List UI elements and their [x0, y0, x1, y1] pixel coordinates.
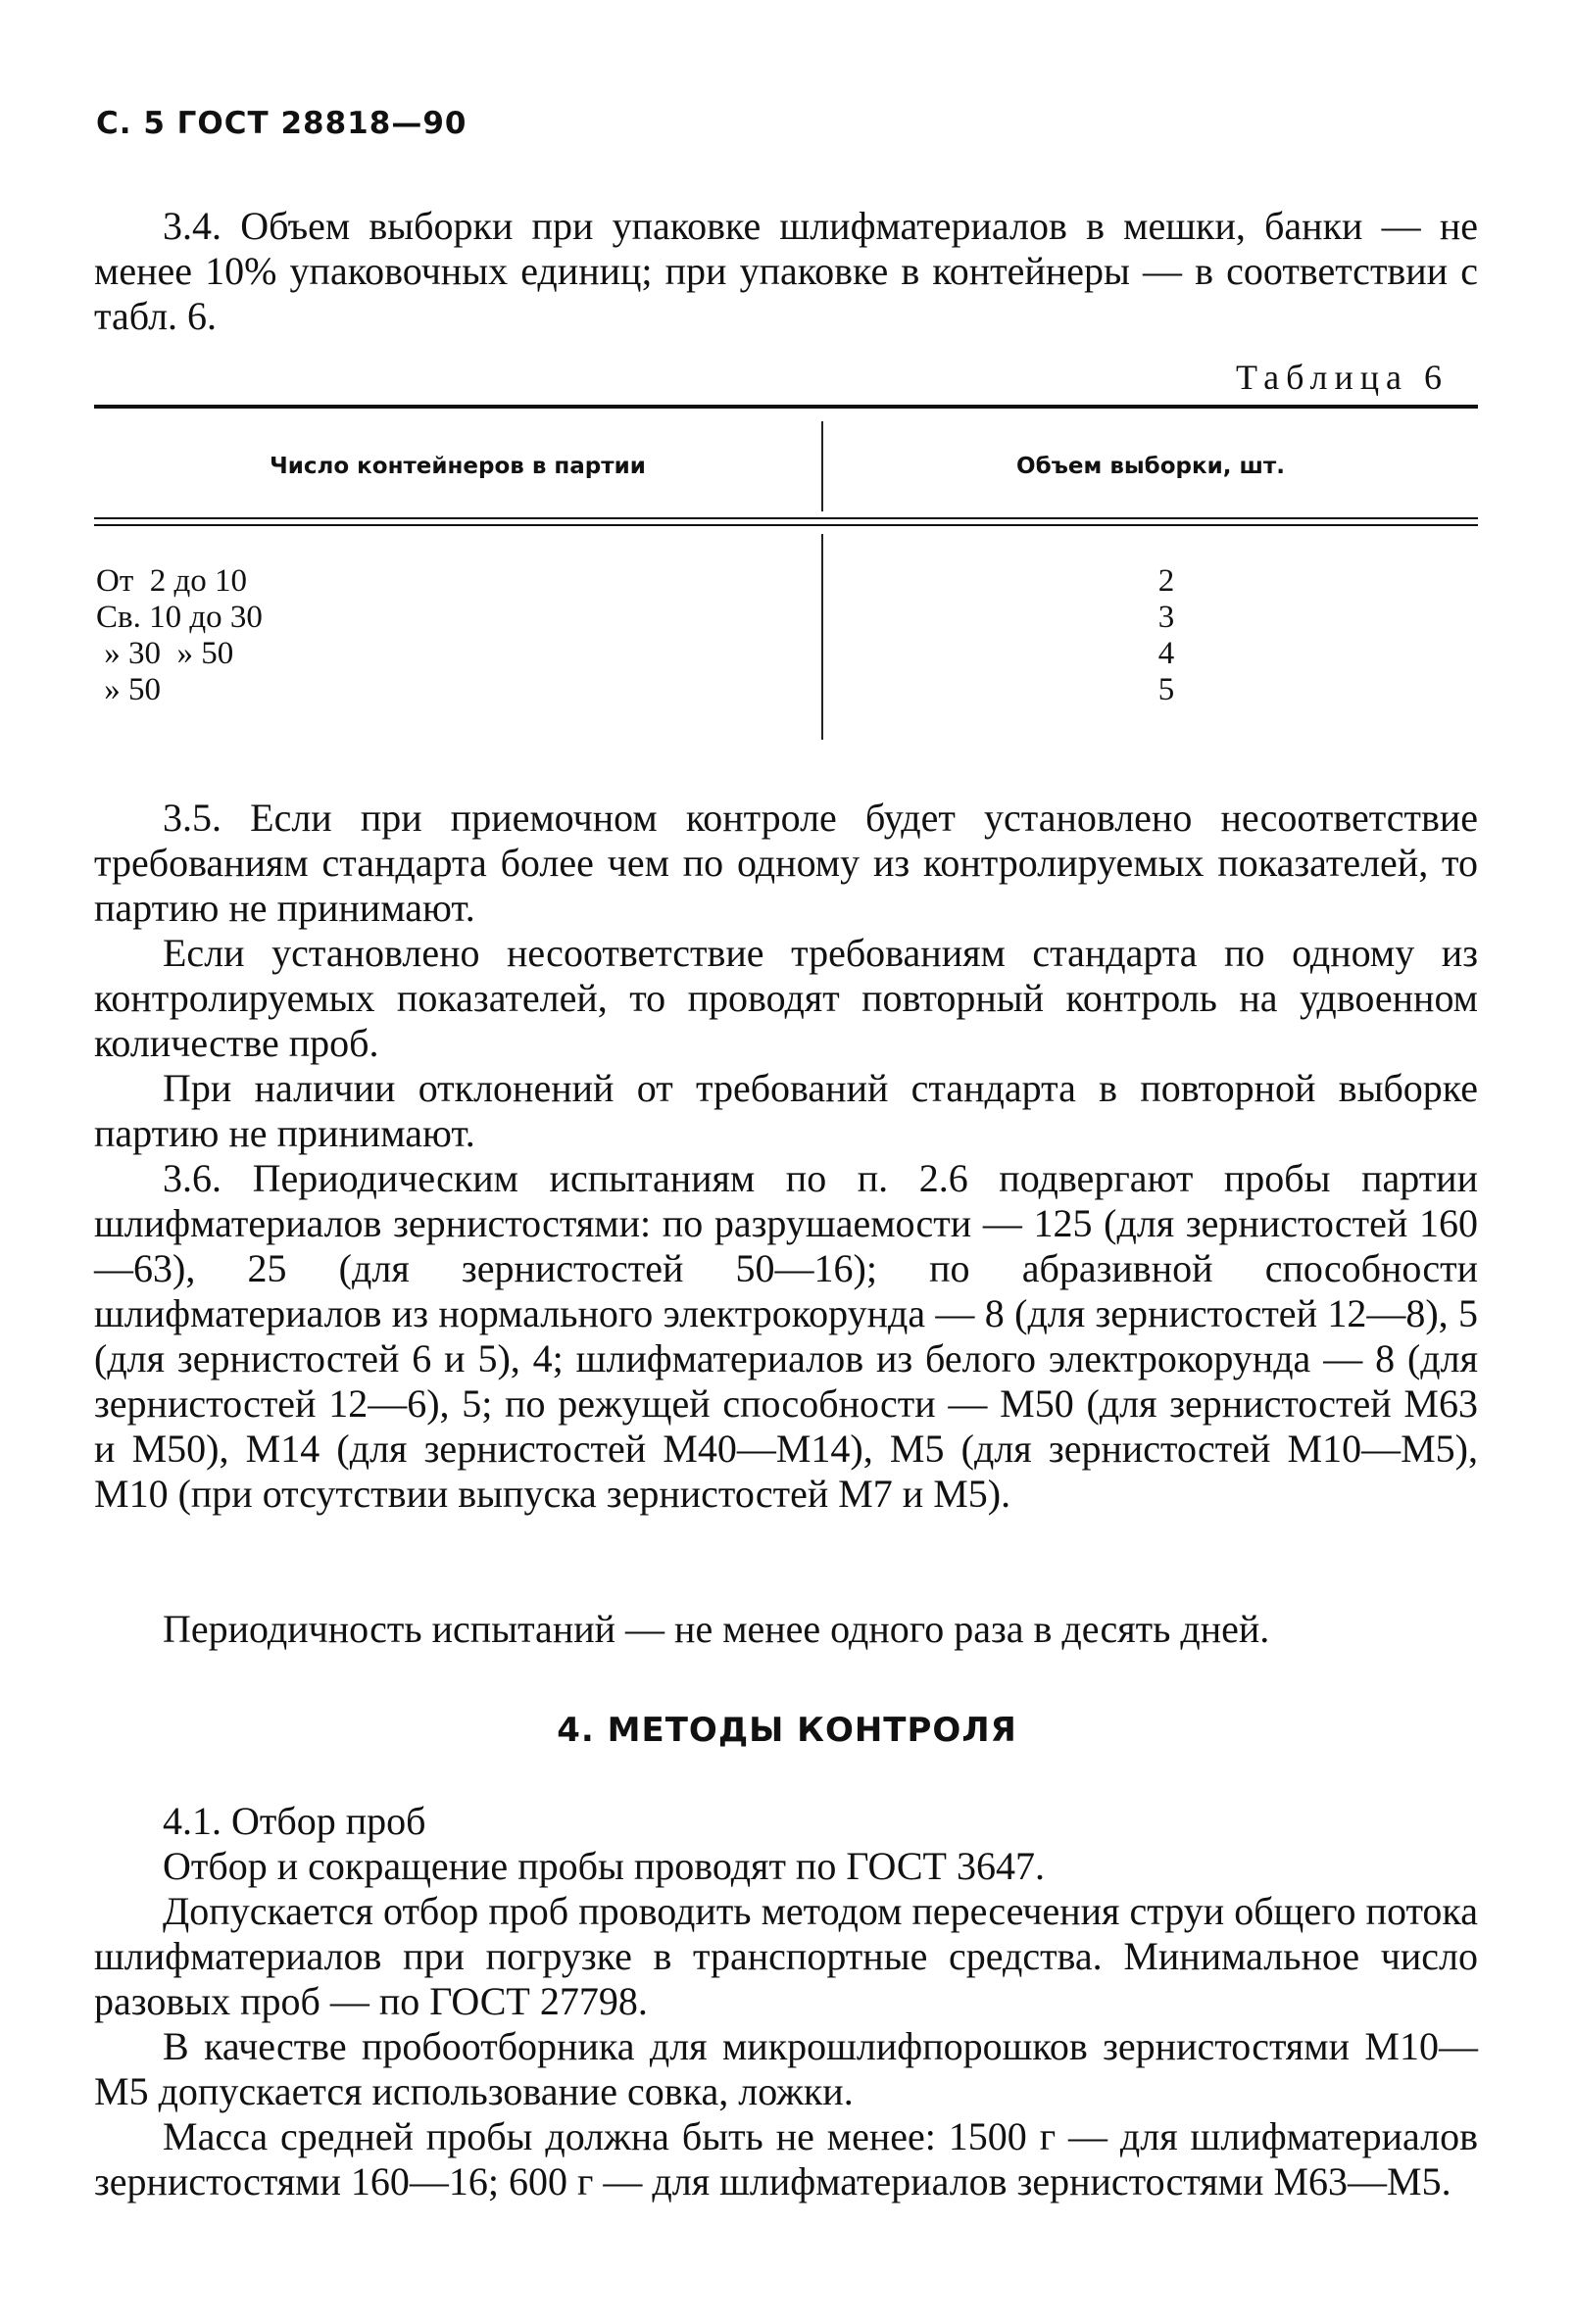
paragraph-4-1-text-3: В качестве пробоотборника для микрошлифпорошков зернистостями М10—М5 допускается использование совка, ложки. [94, 2024, 1478, 2113]
paragraph-4-1-title: 4.1. Отбор проб [163, 1799, 426, 1843]
table-body-divider [821, 534, 823, 740]
table-col1-cells [96, 563, 263, 708]
paragraph-3-6-periodicity: Периодичность испытаний — не менее одного раза в десять дней. [163, 1607, 1270, 1651]
table-row-value: 5 [1157, 672, 1175, 707]
paragraph-4-1-text-2: Допускается отбор проб проводить методом пересечения струи общего потока шлифматериалов при погрузке в транспортные средства. Минимальное число разовых проб — по ГОСТ 27798. [94, 1889, 1478, 2023]
table-row-value: 3 [1157, 600, 1175, 635]
paragraph-3-5-rejection: При наличии отклонений от требований стандарта в повторной выборке партию не принимают. [94, 1066, 1478, 1155]
table-row-value: 2 [1157, 563, 1175, 599]
table-col1-header: Число контейнеров в партии [270, 454, 646, 479]
page-header: С. 5 ГОСТ 28818—90 [96, 106, 467, 141]
table-row-range: От 2 до 10 [96, 563, 248, 599]
table-row-range: Св. 10 до 30 [96, 600, 263, 635]
paragraph-3-4: 3.4. Объем выборки при упаковке шлифматериалов в мешки, банки — не менее 10% упаковочных единиц; при упаковке в контейнеры — в соответствии с табл. 6. [94, 204, 1478, 338]
table-col2-header: Объем выборки, шт. [1016, 454, 1285, 479]
paragraph-4-1-text-1: Отбор и сокращение пробы проводят по ГОСТ 3647. [163, 1844, 1045, 1888]
table-row-range: » 50 [96, 672, 161, 707]
table-row-range: » 30 » 50 [96, 636, 234, 671]
table-header-rule-2 [94, 524, 1478, 526]
table-label: Таблица 6 [1236, 358, 1449, 397]
paragraph-3-6: 3.6. Периодическим испытаниям по п. 2.6 подвергают пробы партии шлифматериалов зернистостями: по разрушаемости — 125 (для зернистостей 160—63), 25 (для зернистостей 50—16); по абразивной способности шлифматериалов из нормального электрокорунда — 8 (для зернистостей 12—8), 5 (для зернистостей 6 и 5), 4; шлифматериалов из белого электрокорунда — 8 (для зернистостей 12—6), 5; по режущей способности — М50 (для зернистостей М63 и М50), М14 (для зернистостей М40—М14), М5 (для зернистостей М10—М5), М10 (при отсутствии выпуска зернистостей М7 и М5). [94, 1156, 1478, 1516]
paragraph-3-5: 3.5. Если при приемочном контроле будет установлено несоответствие требованиям стандарта более чем по одному из контролируемых показателей, то партию не принимают. [94, 796, 1478, 930]
table-top-rule [94, 405, 1478, 409]
table-row-value: 4 [1157, 636, 1175, 671]
table-col2-cells [1117, 563, 1215, 708]
section-4-title: 4. МЕТОДЫ КОНТРОЛЯ [557, 1711, 1017, 1750]
table-header-rule-1 [94, 517, 1478, 519]
paragraph-4-1-text-4: Масса средней пробы должна быть не менее: 1500 г — для шлифматериалов зернистостями 160—16; 600 г — для шлифматериалов зернистостями М63—М5. [94, 2114, 1478, 2203]
paragraph-3-5-repeat-control: Если установлено несоответствие требованиям стандарта по одному из контролируемых показателей, то проводят повторный контроль на удвоенном количестве проб. [94, 931, 1478, 1065]
